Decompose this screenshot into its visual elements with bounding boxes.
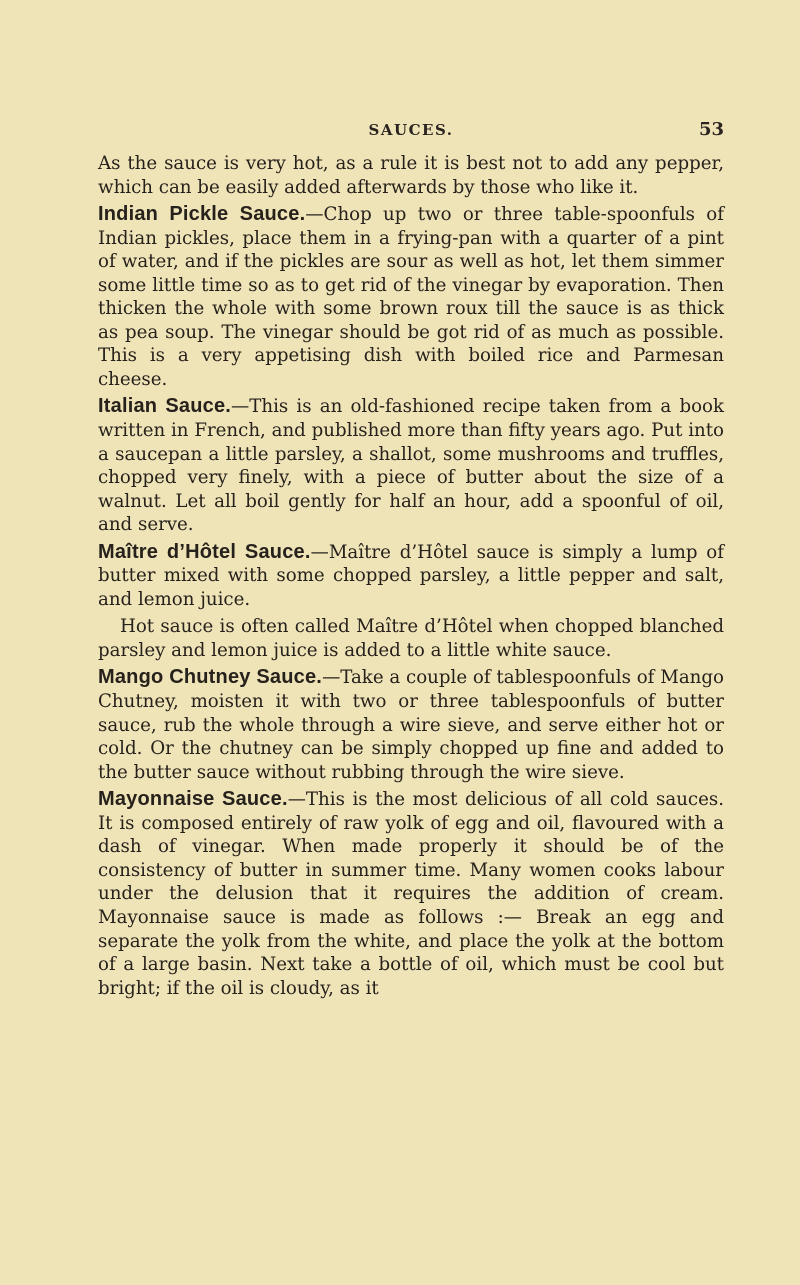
page-number: 53 — [698, 119, 724, 140]
recipe-heading: Mayonnaise Sauce. — [98, 788, 288, 811]
paragraph-hot-sauce — [98, 615, 724, 662]
paragraph-text: —Chop up two or three table-spoonfuls of Indian pickles, place them in a frying-pan with a quarter of a pint of water, and if the pickles are sour as well as hot, let them simmer some little time so as to get rid of the vinegar by evaporation. Then thicken the whole with some brown roux till the sauce is as thick as pea soup. The vinegar should be got rid of as much as possible. This is a very appetising dish with boiled rice and Parmesan cheese. — [98, 204, 724, 390]
paragraph-text: Hot sauce is often called Maître d’Hôtel when chopped blanched parsley and lemon juice is added to a little white sauce. — [98, 616, 724, 661]
body-text — [98, 152, 724, 1004]
paragraph-text: —This is the most delicious of all cold sauces. It is composed entirely of raw yolk of egg and oil, flavoured with a dash of vinegar. When made properly it should be of the consistency of butter in summer time. Many women cooks labour under the delusion that it requires the addition of cream. Mayonnaise sauce is made as follows :— Break an egg and separate the yolk from the white, and place the yolk at the bottom of a large basin. Next take a bottle of oil, which must be cool but bright; if the oil is cloudy, as it — [98, 789, 724, 999]
recipe-heading: Indian Pickle Sauce. — [98, 203, 306, 226]
paragraph-mango-chutney-sauce — [98, 666, 724, 784]
running-head — [98, 121, 724, 143]
recipe-heading: Mango Chutney Sauce. — [98, 666, 323, 689]
paragraph-maitre-dhotel-sauce — [98, 541, 724, 612]
paragraph-indian-pickle-sauce — [98, 203, 724, 391]
paragraph-intro — [98, 152, 724, 199]
paragraph-text: —This is an old-fashioned recipe taken from a book written in French, and published more than fifty years ago. Put into a saucepan a little parsley, a shallot, some mushrooms and truffles, chopped very finely, with a piece of butter about the size of a walnut. Let all boil gently for half an hour, add a spoonful of oil, and serve. — [98, 396, 725, 536]
paragraph-text: As the sauce is very hot, as a rule it is best not to add any pepper, which can be easily added afterwards by those who like it. — [98, 153, 724, 198]
paragraph-text: —Take a couple of tablespoonfuls of Mango Chutney, moisten it with two or three tablespoonfuls of butter sauce, rub the whole through a wire sieve, and serve either hot or cold. Or the chutney can be simply chopped up fine and added to the butter sauce without rubbing through the wire sieve. — [98, 667, 724, 783]
running-title: SAUCES. — [368, 121, 454, 139]
paragraph-text: —Maître d’Hôtel sauce is simply a lump of butter mixed with some chopped parsley, a little pepper and salt, and lemon juice. — [98, 541, 724, 610]
paragraph-italian-sauce — [98, 395, 724, 536]
recipe-heading: Maître d’Hôtel Sauce. — [98, 540, 311, 563]
paragraph-mayonnaise-sauce — [98, 788, 724, 1000]
recipe-heading: Italian Sauce. — [98, 395, 232, 418]
